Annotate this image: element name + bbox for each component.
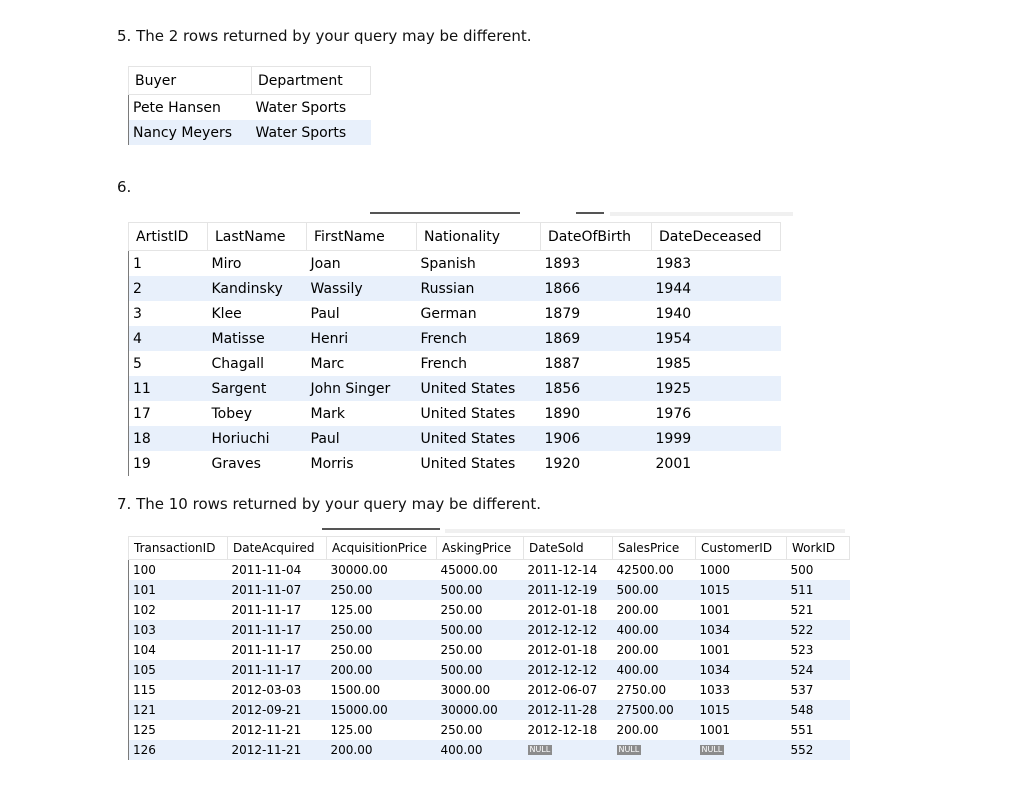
cell: 250.00 bbox=[327, 620, 437, 640]
table-row bbox=[129, 376, 781, 401]
cell: 400.00 bbox=[437, 740, 524, 760]
cell: 524 bbox=[787, 660, 850, 680]
cell: 1034 bbox=[696, 620, 787, 640]
table-row bbox=[129, 560, 850, 581]
ghost-bar bbox=[610, 212, 793, 216]
ghost-bar bbox=[445, 529, 845, 533]
cell: Miro bbox=[211, 255, 242, 272]
cell: 2 bbox=[129, 276, 208, 301]
cell: 1983 bbox=[655, 255, 692, 272]
cell: 2012-12-12 bbox=[524, 620, 613, 640]
cell: 2001 bbox=[655, 455, 692, 472]
cell: 2750.00 bbox=[616, 683, 667, 697]
cell: 19 bbox=[129, 451, 208, 476]
cell: 1944 bbox=[652, 276, 781, 301]
cell: 1856 bbox=[541, 376, 652, 401]
cell: 1015 bbox=[696, 700, 787, 720]
cell: 121 bbox=[129, 700, 228, 720]
cell: 2012-03-03 bbox=[231, 683, 302, 697]
column-header: AskingPrice bbox=[437, 537, 524, 560]
cell: 2012-11-21 bbox=[228, 740, 327, 760]
column-header: AcquisitionPrice bbox=[327, 537, 437, 560]
cell: 125.00 bbox=[330, 603, 373, 617]
table-row bbox=[129, 720, 850, 740]
null-badge: NULL bbox=[618, 745, 640, 754]
cell: Joan bbox=[310, 255, 341, 272]
cell: 500.00 bbox=[437, 620, 524, 640]
cell: 200.00 bbox=[616, 643, 659, 657]
cell: 1869 bbox=[541, 326, 652, 351]
cell: 27500.00 bbox=[613, 700, 696, 720]
cell: 200.00 bbox=[616, 723, 659, 737]
cell: 1015 bbox=[696, 580, 787, 600]
null-badge: NULL bbox=[529, 745, 551, 754]
cell: 3 bbox=[129, 301, 208, 326]
table-row bbox=[129, 95, 371, 121]
cell: Marc bbox=[310, 355, 345, 372]
column-header: WorkID bbox=[787, 537, 850, 560]
cell: Horiuchi bbox=[208, 426, 307, 451]
cell: 2012-11-28 bbox=[524, 700, 613, 720]
cell: 18 bbox=[129, 426, 208, 451]
table-row bbox=[129, 680, 850, 700]
cell: 2011-11-17 bbox=[231, 643, 302, 657]
q6-heading: 6. bbox=[117, 178, 132, 196]
cell: Kandinsky bbox=[208, 276, 307, 301]
cell: 500 bbox=[790, 563, 814, 577]
cell: 30000.00 bbox=[437, 700, 524, 720]
table-row bbox=[129, 120, 371, 145]
cell: 521 bbox=[790, 603, 814, 617]
cell: 2011-11-17 bbox=[231, 603, 302, 617]
cell: 1920 bbox=[544, 455, 581, 472]
cell: 537 bbox=[790, 683, 814, 697]
cell: 523 bbox=[790, 643, 814, 657]
cell: 1893 bbox=[544, 255, 581, 272]
separator-mark bbox=[576, 212, 604, 214]
cell: 104 bbox=[129, 640, 228, 660]
column-header: DateSold bbox=[524, 537, 613, 560]
cell: Sargent bbox=[208, 376, 307, 401]
cell: 2011-12-14 bbox=[527, 563, 598, 577]
cell: Morris bbox=[310, 455, 354, 472]
cell: 1866 bbox=[541, 276, 652, 301]
cell: 2012-01-18 bbox=[527, 643, 598, 657]
cell: 200.00 bbox=[327, 660, 437, 680]
cell: United States bbox=[417, 426, 541, 451]
null-cell bbox=[613, 740, 696, 760]
cell: 2012-11-21 bbox=[231, 723, 302, 737]
cell: 15000.00 bbox=[327, 700, 437, 720]
cell: 1906 bbox=[541, 426, 652, 451]
header-row bbox=[129, 223, 781, 251]
table-row bbox=[129, 700, 850, 720]
cell: Nancy Meyers bbox=[129, 120, 252, 145]
cell: 250.00 bbox=[440, 643, 483, 657]
cell: 4 bbox=[129, 326, 208, 351]
cell: 2011-11-17 bbox=[228, 660, 327, 680]
cell: United States bbox=[420, 455, 516, 472]
cell: 522 bbox=[787, 620, 850, 640]
cell: Spanish bbox=[420, 255, 476, 272]
table-row bbox=[129, 580, 850, 600]
table-row bbox=[129, 351, 781, 376]
table-row bbox=[129, 600, 850, 620]
cell: French bbox=[420, 355, 468, 372]
cell: 30000.00 bbox=[330, 563, 388, 577]
cell: 1985 bbox=[655, 355, 692, 372]
table-row bbox=[129, 740, 850, 760]
cell: 102 bbox=[129, 600, 228, 620]
cell: Paul bbox=[310, 305, 340, 322]
table-row bbox=[129, 451, 781, 476]
cell: 250.00 bbox=[440, 723, 483, 737]
cell: 115 bbox=[129, 680, 228, 700]
table-row bbox=[129, 401, 781, 426]
artist-results-table bbox=[128, 222, 781, 476]
separator-mark bbox=[322, 528, 440, 530]
column-header: ArtistID bbox=[129, 223, 208, 251]
table-row bbox=[129, 276, 781, 301]
cell: Chagall bbox=[211, 355, 264, 372]
cell: 1500.00 bbox=[330, 683, 381, 697]
column-header: Department bbox=[252, 67, 371, 95]
cell: 126 bbox=[129, 740, 228, 760]
cell: 11 bbox=[129, 376, 208, 401]
cell: 1890 bbox=[544, 405, 581, 422]
cell: 2011-11-17 bbox=[228, 620, 327, 640]
cell: 1976 bbox=[655, 405, 692, 422]
column-header: SalesPrice bbox=[613, 537, 696, 560]
null-cell bbox=[524, 740, 613, 760]
table-row bbox=[129, 251, 781, 277]
cell: 101 bbox=[129, 580, 228, 600]
cell: Russian bbox=[417, 276, 541, 301]
column-header: DateDeceased bbox=[652, 223, 781, 251]
cell: 1033 bbox=[699, 683, 731, 697]
cell: 2012-06-07 bbox=[527, 683, 598, 697]
column-header: LastName bbox=[208, 223, 307, 251]
cell: Henri bbox=[307, 326, 417, 351]
column-header: DateOfBirth bbox=[541, 223, 652, 251]
cell: Mark bbox=[310, 405, 346, 422]
table-row bbox=[129, 620, 850, 640]
q5-heading: 5. The 2 rows returned by your query may be different. bbox=[117, 27, 532, 45]
cell: United States bbox=[417, 376, 541, 401]
table-row bbox=[129, 660, 850, 680]
cell: 103 bbox=[129, 620, 228, 640]
cell: Graves bbox=[211, 455, 261, 472]
cell: 42500.00 bbox=[616, 563, 674, 577]
buyer-results-table bbox=[128, 66, 371, 145]
cell: 45000.00 bbox=[440, 563, 498, 577]
cell: 250.00 bbox=[327, 580, 437, 600]
cell: Water Sports bbox=[255, 99, 347, 116]
cell: Wassily bbox=[307, 276, 417, 301]
cell: 400.00 bbox=[613, 660, 696, 680]
cell: 105 bbox=[129, 660, 228, 680]
cell: Klee bbox=[211, 305, 242, 322]
cell: 1001 bbox=[699, 603, 731, 617]
cell: 400.00 bbox=[613, 620, 696, 640]
cell: 2011-11-07 bbox=[228, 580, 327, 600]
column-header: Buyer bbox=[129, 67, 252, 95]
cell: French bbox=[417, 326, 541, 351]
header-row bbox=[129, 67, 371, 95]
column-header: CustomerID bbox=[696, 537, 787, 560]
cell: 1001 bbox=[699, 723, 731, 737]
table-row bbox=[129, 301, 781, 326]
null-badge: NULL bbox=[701, 745, 723, 754]
cell: 17 bbox=[129, 401, 208, 426]
cell: 200.00 bbox=[327, 740, 437, 760]
cell: 500.00 bbox=[437, 580, 524, 600]
column-header: FirstName bbox=[307, 223, 417, 251]
cell: 2012-01-18 bbox=[527, 603, 598, 617]
cell: 1940 bbox=[655, 305, 692, 322]
cell: 200.00 bbox=[616, 603, 659, 617]
cell: 1954 bbox=[652, 326, 781, 351]
cell: 552 bbox=[787, 740, 850, 760]
cell: 1034 bbox=[696, 660, 787, 680]
cell: 2012-09-21 bbox=[228, 700, 327, 720]
table-row bbox=[129, 640, 850, 660]
cell: 100 bbox=[129, 560, 228, 581]
cell: 2011-12-19 bbox=[524, 580, 613, 600]
cell: 1001 bbox=[699, 643, 731, 657]
cell: 1879 bbox=[544, 305, 581, 322]
cell: 2012-12-18 bbox=[527, 723, 598, 737]
cell: 511 bbox=[787, 580, 850, 600]
column-header: DateAcquired bbox=[228, 537, 327, 560]
cell: 250.00 bbox=[440, 603, 483, 617]
transaction-results-table bbox=[128, 536, 850, 760]
cell: Water Sports bbox=[252, 120, 371, 145]
column-header: TransactionID bbox=[129, 537, 228, 560]
cell: 5 bbox=[129, 351, 208, 376]
cell: 548 bbox=[787, 700, 850, 720]
cell: 250.00 bbox=[330, 643, 373, 657]
cell: Paul bbox=[307, 426, 417, 451]
cell: John Singer bbox=[307, 376, 417, 401]
null-cell bbox=[696, 740, 787, 760]
cell: Pete Hansen bbox=[129, 95, 252, 121]
cell: Matisse bbox=[208, 326, 307, 351]
cell: 125 bbox=[129, 720, 228, 740]
cell: 1000 bbox=[699, 563, 731, 577]
cell: 500.00 bbox=[437, 660, 524, 680]
cell: United States bbox=[420, 405, 516, 422]
cell: German bbox=[420, 305, 477, 322]
table-row bbox=[129, 426, 781, 451]
cell: 1 bbox=[129, 251, 208, 277]
header-row bbox=[129, 537, 850, 560]
cell: 1887 bbox=[544, 355, 581, 372]
cell: 551 bbox=[790, 723, 814, 737]
cell: 2011-11-04 bbox=[231, 563, 302, 577]
table-row bbox=[129, 326, 781, 351]
cell: 1925 bbox=[652, 376, 781, 401]
cell: 3000.00 bbox=[440, 683, 491, 697]
q7-heading: 7. The 10 rows returned by your query may be different. bbox=[117, 495, 542, 513]
cell: 500.00 bbox=[613, 580, 696, 600]
separator-mark bbox=[370, 212, 520, 214]
cell: 2012-12-12 bbox=[524, 660, 613, 680]
column-header: Nationality bbox=[417, 223, 541, 251]
cell: 125.00 bbox=[330, 723, 373, 737]
cell: 1999 bbox=[652, 426, 781, 451]
cell: Tobey bbox=[211, 405, 253, 422]
